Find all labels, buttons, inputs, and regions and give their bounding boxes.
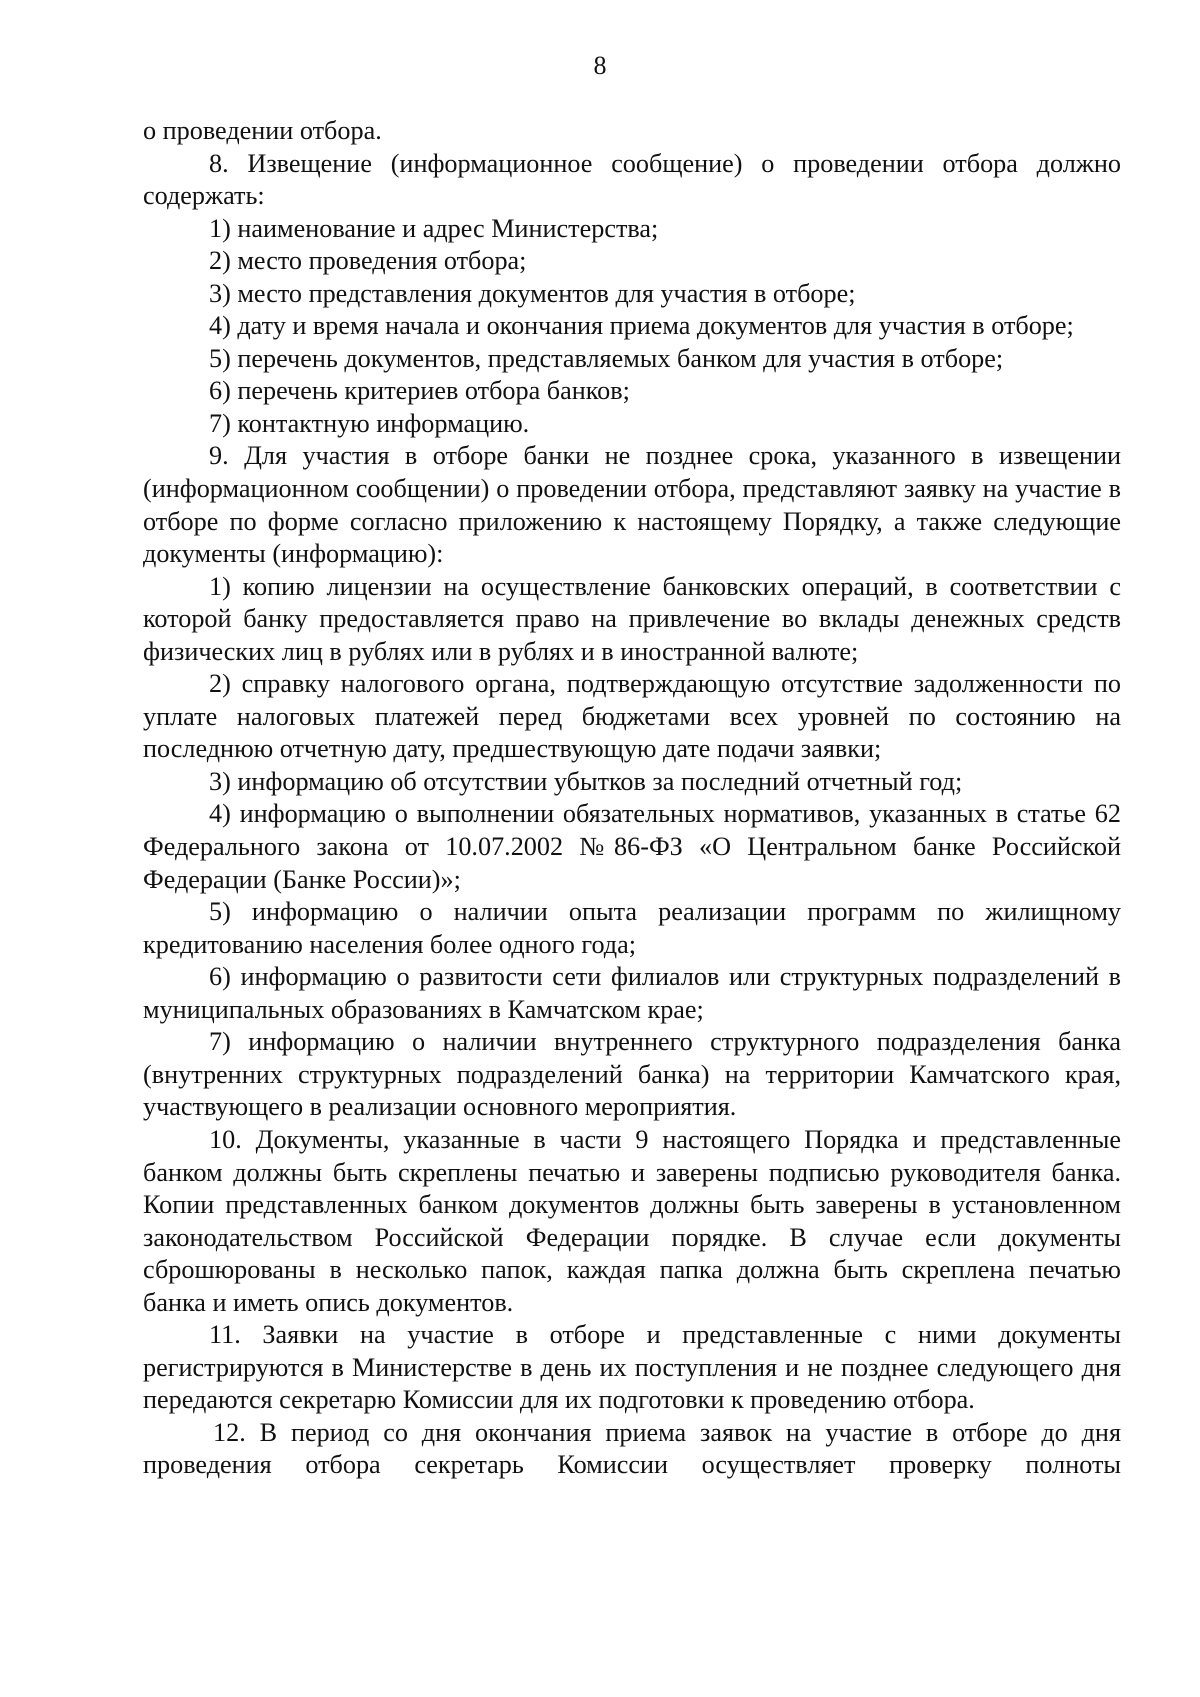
list-item-8-3: 3) место представления документов для участия в отборе; (209, 278, 856, 308)
list-item-8-1: 1) наименование и адрес Министерства; (209, 213, 659, 243)
list-item-8-4: 4) дату и время начала и окончания приема документов для участия в отборе; (209, 311, 1074, 341)
list-item-9-7: 7) информацию о наличии внутреннего структурного подразделения банка (внутренних структурных подразделений банка) на территории Камчатского края, участвующего в реализации основного мероприятия. (143, 1027, 1121, 1122)
list-item-9-3: 3) информацию об отсутствии убытков за последний отчетный год; (209, 766, 963, 796)
page-number: 8 (593, 51, 607, 80)
list-item-8-5: 5) перечень документов, представляемых банком для участия в отборе; (209, 343, 1004, 373)
paragraph-item-12: 12. В период со дня окончания приема заявок на участие в отборе до дня проведения отбора секретарь Комиссии осуществляет проверку полноты (143, 1417, 1121, 1480)
list-item-9-4: 4) информацию о выполнении обязательных нормативов, указанных в статье 62 Федерального закона от 10.07.2002 №86-ФЗ «О Центральном банке Российской Федерации (Банке России)»; (143, 799, 1121, 894)
list-item-8-6: 6) перечень критериев отбора банков; (209, 376, 630, 406)
paragraph-item-8: 8. Извещение (информационное сообщение) о проведении отбора должно содержать: (143, 148, 1121, 211)
list-item-9-2: 2) справку налогового органа, подтверждающую отсутствие задолженности по уплате налоговых платежей перед бюджетами всех уровней по состоянию на последнюю отчетную дату, предшествующую дате подачи заявки; (143, 669, 1121, 764)
paragraph-item-11: 11. Заявки на участие в отборе и представленные с ними документы регистрируются в Министерстве в день их поступления и не позднее следующего дня передаются секретарю Комиссии для их подготовки к проведению отбора. (143, 1320, 1121, 1415)
document-body (143, 115, 1121, 1482)
list-item-8-2: 2) место проведения отбора; (209, 246, 527, 276)
list-item-9-1: 1) копию лицензии на осуществление банковских операций, в соответствии с которой банку предоставляется право на привлечение во вклады денежных средств физических лиц в рублях или в рублях и в иностранной валюте; (143, 571, 1121, 666)
list-item-8-7: 7) контактную информацию. (209, 408, 530, 438)
list-item-9-6: 6) информацию о развитости сети филиалов или структурных подразделений в муниципальных образованиях в Камчатском крае; (143, 962, 1121, 1024)
paragraph-item-10: 10. Документы, указанные в части 9 настоящего Порядка и представленные банком должны быть скреплены печатью и заверены подписью руководителя банка. Копии представленных банком документов должны быть заверены в установленном законодательством Российской Федерации порядке. В случае если документы сброшюрованы в несколько папок, каждая папка должна быть скреплена печатью банка и иметь опись документов. (143, 1124, 1121, 1317)
list-item-9-5: 5) информацию о наличии опыта реализации программ по жилищному кредитованию населения более одного года; (143, 897, 1121, 959)
paragraph-continuation: о проведении отбора. (143, 116, 382, 145)
paragraph-item-9: 9. Для участия в отборе банки не позднее срока, указанного в извещении (информационном сообщении) о проведении отбора, представляют заявку на участие в отборе по форме согласно приложению к настоящему Порядку, а также следующие документы (информацию): (143, 441, 1121, 569)
